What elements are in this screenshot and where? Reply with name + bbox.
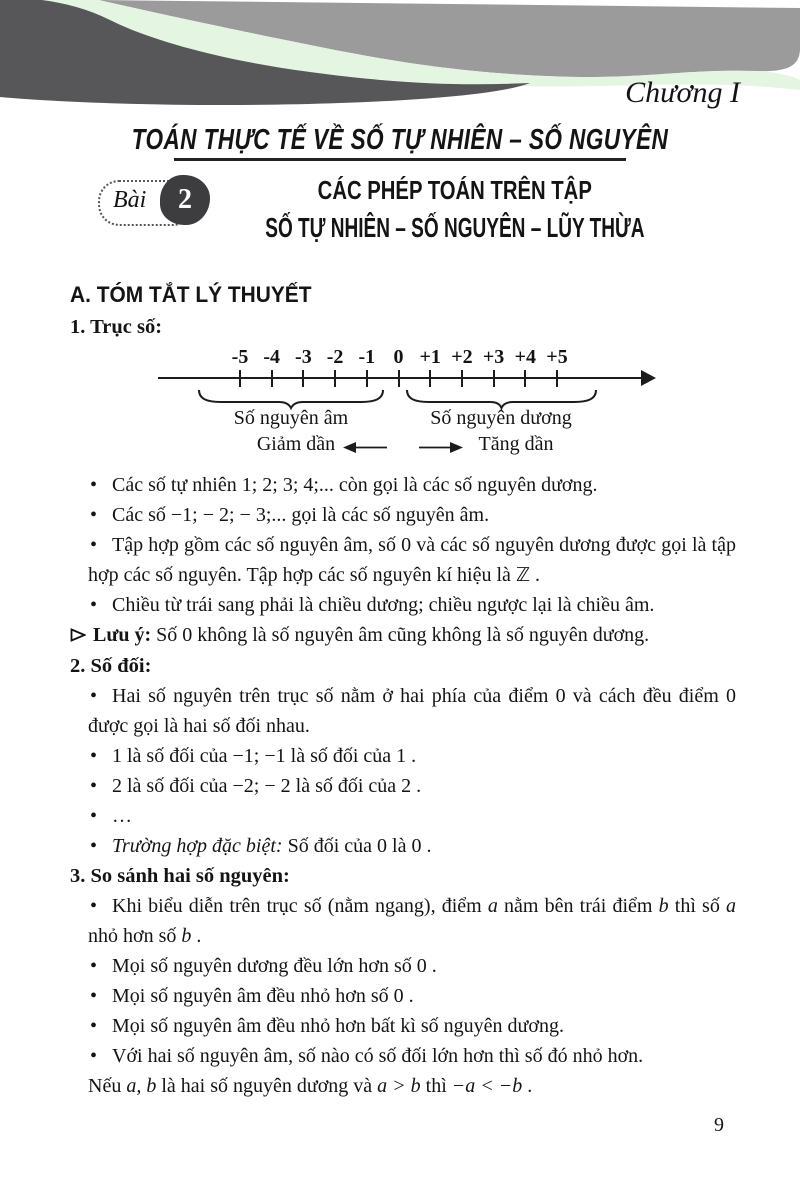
bullet-item — [70, 530, 736, 590]
closing-statement: Nếu a, b là hai số nguyên dương và a > b thì −a < −b . — [88, 1075, 533, 1097]
bullet-text: Tập hợp gồm các số nguyên âm, số 0 và các số nguyên dương được gọi là tập hợp các số nguyên. Tập hợp các số nguyên kí hiệu là ℤ . — [88, 534, 736, 586]
positive-group-label: Số nguyên dương — [430, 407, 572, 429]
bullet-item — [70, 590, 736, 620]
tick-label: +1 — [419, 346, 441, 368]
bullet-dot: • — [90, 985, 98, 1007]
bullet-dot: • — [90, 895, 98, 917]
bullet-text: Mọi số nguyên âm đều nhỏ hơn số 0 . — [112, 985, 414, 1007]
bullet-item — [70, 801, 736, 831]
bullet-dot: • — [90, 745, 98, 767]
chapter-title — [0, 123, 800, 161]
bullet-dot: • — [90, 835, 98, 857]
bullet-dot: • — [90, 775, 98, 797]
bullet-text: Trường hợp đặc biệt: Số đối của 0 là 0 . — [112, 835, 432, 857]
bullet-text: Các số −1; − 2; − 3;... gọi là các số nguyên âm. — [112, 504, 490, 526]
bullet-text: … — [112, 805, 132, 827]
number-line-axis — [158, 377, 642, 379]
lesson-badge-label: Bài — [113, 187, 147, 213]
tick-label: -3 — [295, 346, 312, 368]
bullet-dot: • — [90, 685, 98, 707]
bullet-item — [70, 1011, 736, 1041]
page-body — [70, 282, 736, 1101]
bullet-dot: • — [90, 474, 98, 496]
bullet-item — [70, 951, 736, 981]
axis-arrowhead-icon — [641, 370, 656, 386]
so-sanh-heading: 3. So sánh hai số nguyên: — [70, 865, 290, 887]
bullet-text: Mọi số nguyên dương đều lớn hơn số 0 . — [112, 955, 437, 977]
bullet-item — [70, 981, 736, 1011]
bullet-dot: • — [90, 534, 98, 556]
note-text: Lưu ý: Số 0 không là số nguyên âm cũng không là số nguyên dương. — [93, 624, 650, 646]
bullet-dot: • — [90, 805, 98, 827]
bullet-text: Hai số nguyên trên trục số nằm ở hai phía của điểm 0 và cách đều điểm 0 được gọi là hai số đối nhau. — [88, 685, 736, 737]
tick-label: +5 — [546, 346, 568, 368]
section-a-heading: A. TÓM TẮT LÝ THUYẾT — [70, 282, 312, 307]
bullet-text: 2 là số đối của −2; − 2 là số đối của 2 . — [112, 775, 422, 797]
bullet-item — [70, 891, 736, 951]
increase-label: Tăng dần — [478, 433, 554, 455]
bullet-text: Với hai số nguyên âm, số nào có số đối lớn hơn thì số đó nhỏ hơn. — [112, 1045, 644, 1067]
bullet-dot: • — [90, 594, 98, 616]
number-line-figure — [0, 344, 800, 470]
lesson-title — [130, 174, 780, 250]
tick-label: +4 — [514, 346, 536, 368]
tick-label: +2 — [451, 346, 473, 368]
lesson-header — [0, 172, 800, 260]
lesson-title-line2: SỐ TỰ NHIÊN – SỐ NGUYÊN – LŨY THỪA — [265, 212, 645, 243]
bullet-dot: • — [90, 1045, 98, 1067]
lesson-title-line1: CÁC PHÉP TOÁN TRÊN TẬP — [317, 175, 593, 205]
bullet-dot: • — [90, 955, 98, 977]
bullet-item — [70, 1041, 736, 1071]
so-doi-heading: 2. Số đối: — [70, 655, 152, 677]
bullet-text: Mọi số nguyên âm đều nhỏ hơn bất kì số nguyên dương. — [112, 1015, 564, 1037]
decrease-label: Giảm dần — [256, 433, 336, 455]
tick-label: -1 — [358, 346, 376, 368]
lesson-number-badge: 2 — [160, 175, 210, 225]
tick-label: -4 — [263, 346, 281, 368]
bullet-text: Các số tự nhiên 1; 2; 3; 4;... còn gọi là các số nguyên dương. — [112, 474, 598, 496]
right-arrow-icon — [417, 441, 463, 454]
tick-label: -2 — [326, 346, 344, 368]
bullet-item — [70, 681, 736, 741]
chapter-title-underline — [174, 158, 626, 161]
bullet-item — [70, 741, 736, 771]
bullet-item — [70, 470, 736, 500]
bullet-item — [70, 500, 736, 530]
chapter-label: Chương I — [625, 76, 740, 109]
bullet-text: Chiều từ trái sang phải là chiều dương; chiều ngược lại là chiều âm. — [112, 594, 655, 616]
page-number: 9 — [714, 1114, 724, 1136]
note-line — [70, 620, 736, 651]
truc-so-heading: 1. Trục số: — [70, 316, 163, 338]
bullet-item — [70, 771, 736, 801]
bullet-dot: • — [90, 504, 98, 526]
tick-label: +3 — [482, 346, 505, 368]
left-arrow-icon — [343, 441, 389, 454]
bullet-text: Khi biểu diễn trên trục số (nằm ngang), điểm a nằm bên trái điểm b thì số a nhỏ hơn số b . — [88, 895, 736, 947]
bullet-dot: • — [90, 1015, 98, 1037]
tick-label: -5 — [231, 346, 249, 368]
bullet-item — [70, 831, 736, 861]
negative-group-label: Số nguyên âm — [233, 407, 349, 429]
bullet-text: 1 là số đối của −1; −1 là số đối của 1 . — [112, 745, 417, 767]
chapter-title-text: TOÁN THỰC TẾ VỀ SỐ TỰ NHIÊN – SỐ NGUYÊN — [131, 124, 669, 156]
tick-label: 0 — [393, 346, 404, 368]
note-marker-icon — [70, 621, 86, 651]
